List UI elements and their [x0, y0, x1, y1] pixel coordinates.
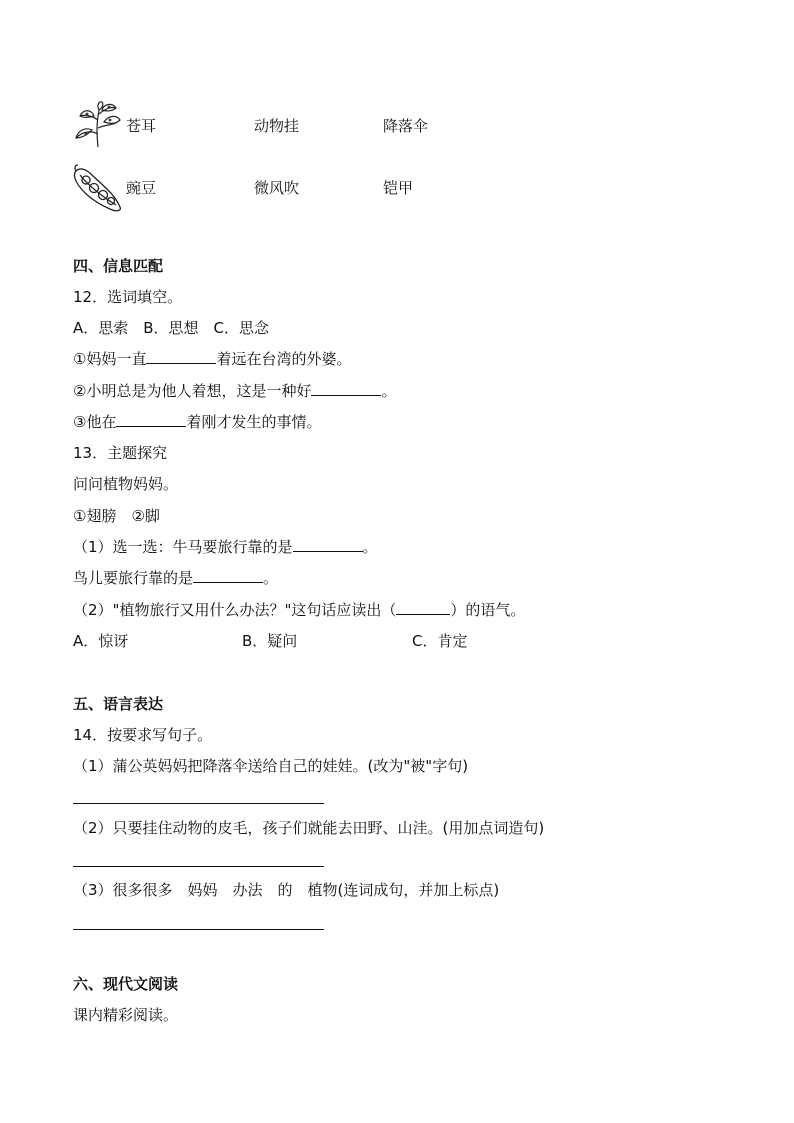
match-right-1: 降落伞	[383, 117, 429, 135]
q14-answer-line-3[interactable]	[73, 929, 324, 930]
q14-answer-line-1[interactable]	[73, 803, 324, 804]
q13-blank-3[interactable]	[396, 600, 450, 615]
cocklebur-plant-icon	[72, 100, 124, 148]
q13-option-c[interactable]: C．肯定	[412, 632, 468, 650]
q12-sentence-3	[73, 412, 321, 432]
q13-blank-2[interactable]	[193, 568, 263, 583]
q14-part-3: （3）很多很多 妈妈 办法 的 植物(连词成句，并加上标点)	[73, 881, 500, 899]
section-heading-5: 五、语言表达	[73, 695, 164, 713]
q13-p1b-pre: 鸟儿要旅行靠的是	[73, 569, 194, 587]
q12-s3-post: 着刚才发生的事情。	[186, 413, 322, 431]
q12-blank-1[interactable]	[146, 349, 216, 364]
q12-blank-2[interactable]	[311, 381, 381, 396]
q13-choices: ①翅膀 ②脚	[73, 507, 160, 525]
match-right-2: 铠甲	[383, 179, 414, 197]
q14-answer-line-2[interactable]	[73, 866, 324, 867]
q14-part-2: （2）只要挂住动物的皮毛，孩子们就能去田野、山洼。(用加点词造句)	[73, 819, 545, 837]
q12-s2-post: 。	[381, 382, 397, 400]
q13-title: 13．主题探究	[73, 444, 168, 462]
q13-p1b-post: 。	[263, 569, 279, 587]
q12-s3-pre: ③他在	[73, 413, 117, 431]
q13-option-b[interactable]: B．疑问	[242, 632, 298, 650]
q13-p1-post: 。	[362, 538, 378, 556]
q13-p2-pre: （2）"植物旅行又用什么办法？"这句话应读出（	[73, 601, 397, 619]
q13-option-a[interactable]: A．惊讶	[73, 632, 129, 650]
q13-p2-post: ）的语气。	[450, 601, 526, 619]
match-left-2: 豌豆	[126, 179, 157, 197]
q12-sentence-2	[73, 381, 396, 401]
q12-s1-pre: ①妈妈一直	[73, 350, 147, 368]
match-middle-2: 微风吹	[254, 179, 300, 197]
q14-part-1: （1）蒲公英妈妈把降落伞送给自己的娃娃。(改为"被"字句)	[73, 757, 469, 775]
q12-s1-post: 着远在台湾的外婆。	[216, 350, 352, 368]
q13-intro: 问问植物妈妈。	[73, 475, 179, 493]
q13-part-1	[73, 537, 378, 557]
q13-p1-pre: （1）选一选：牛马要旅行靠的是	[73, 538, 293, 556]
section6-intro: 课内精彩阅读。	[73, 1006, 179, 1024]
q12-options: A．思索 B．思想 C．思念	[73, 319, 270, 337]
q13-part-2	[73, 600, 525, 620]
section-heading-6: 六、现代文阅读	[73, 975, 179, 993]
q14-title: 14．按要求写句子。	[73, 726, 213, 744]
q12-blank-3[interactable]	[116, 412, 186, 427]
q12-s2-pre: ②小明总是为他人着想，这是一种好	[73, 382, 312, 400]
q13-part-1b	[73, 568, 278, 588]
match-left-1: 苍耳	[126, 117, 157, 135]
q12-title: 12．选词填空。	[73, 288, 183, 306]
pea-pod-icon	[70, 163, 124, 213]
section-heading-4: 四、信息匹配	[73, 257, 164, 275]
q12-sentence-1	[73, 349, 351, 369]
match-middle-1: 动物挂	[254, 117, 300, 135]
q13-blank-1[interactable]	[293, 537, 363, 552]
